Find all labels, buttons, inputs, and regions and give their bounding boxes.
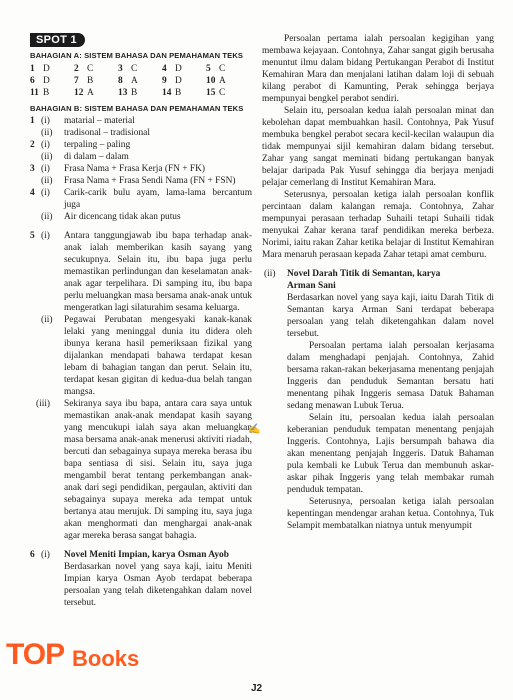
question-number: 3 — [30, 164, 35, 174]
answer-text: matarial – material — [64, 116, 135, 126]
answer-number: 2 — [74, 64, 79, 74]
answer-row — [30, 87, 250, 99]
question-1-ii: (ii) tradisonal – tradisional — [30, 127, 252, 139]
question-4-ii: (ii) Air dicencang tidak akan putus — [30, 211, 252, 223]
answer-number: 13 — [118, 88, 128, 98]
left-column — [30, 33, 252, 609]
answer-letter: C — [87, 64, 94, 74]
answer-text: Carik-carik bulu ayam, lama-lama bercantum juga — [64, 188, 252, 210]
answer-letter: C — [219, 64, 226, 74]
answer-text: Antara tanggungjawab ibu bapa terhadap anak-anak ialah memberikan kasih sayang yang secukupnya. Selain itu, ibu bapa juga perlu memastikan perlindungan dan keselamatan anak-anak agar terpelihara. Di samping itu, ibu bapa perlu meluangkan masa bersama anak-anak untuk mengeratkan lagi silaturahim sesama keluarga. — [64, 231, 252, 313]
answer-text: tradisonal – tradisional — [64, 128, 150, 138]
question-number: 4 — [30, 188, 35, 198]
answer-letter: B — [175, 88, 182, 98]
answer-letter: D — [43, 64, 50, 74]
question-2-ii: (ii) di dalam – dalam — [30, 151, 252, 163]
novel-title: Novel Meniti Impian, karya Osman Ayob — [64, 550, 229, 560]
answer-number: 8 — [118, 76, 123, 86]
answer-row — [30, 75, 250, 87]
answer-number: 9 — [162, 76, 167, 86]
paragraph: Persoalan pertama ialah persoalan kegigihan yang membawa kejayaan. Contohnya, Zahar sangat gigih berusaha menuntut ilmu dalam bidang Pertukangan Perabot di Institut Kemahiran Mara dan menjalani latihan dalam loji di sebuah kilang perabot di Kamunting, Perak sehingga berjaya mempunyai bengkel perabot sendiri. — [262, 34, 494, 104]
question-2: 2 (i) terpaling – paling — [30, 139, 252, 151]
answer-row — [30, 63, 250, 75]
answer-text: Air dicencang tidak akan putus — [64, 212, 181, 222]
section-a-title: BAHAGIAN A: SISTEM BAHASA DAN PEMAHAMAN TEKS — [30, 51, 244, 60]
page-number: J2 — [250, 683, 263, 694]
question-5: 5 (i) Antara tanggungjawab ibu bapa terhadap anak-anak ialah memberikan kasih sayang yang secukupnya. Selain itu, ibu bapa juga perlu memastikan perlindungan dan keselamatan anak-anak agar terpelihara. Di samping itu, ibu bapa perlu meluangkan masa bersama anak-anak untuk mengeratkan lagi silaturahim sesama keluarga. — [30, 231, 252, 313]
answer-letter: C — [219, 88, 226, 98]
pen-mark: ✍ — [248, 424, 261, 435]
paragraph: Seterusnya, persoalan ketiga ialah persoalan kepentingan mendengar arahan ketua. Contohnya, Tuk Selampit membatalkan niatnya untuk menyumpit — [287, 497, 494, 531]
answer-text: Pegawai Perubatan mengesyaki kanak-kanak lelaki yang meninggal dunia itu didera oleh ibunya kerana hasil pemeriksaan fizikal yang dijalankan mendapati bahawa terdapat kesan lebam di bahagian tangan dan perut. Selain itu, terdapat kesan gigitan di kedua-dua belah tangan mangsa. — [64, 315, 252, 397]
answer-text: Berdasarkan novel yang saya kaji, iaitu Meniti Impian karya Osman Ayob terdapat beberapa persoalan yang telah diketengahkan dalam novel tersebut. — [64, 562, 252, 608]
answer-letter: B — [43, 88, 50, 98]
answer-letter: B — [87, 76, 94, 86]
question-4: 4 (i) Carik-carik bulu ayam, lama-lama bercantum juga — [30, 188, 252, 210]
question-number: 2 — [30, 140, 35, 150]
answer-text: Frasa Nama + Frasa Kerja (FN + FK) — [64, 164, 206, 174]
answer-letter: B — [131, 88, 138, 98]
paragraph: Selain itu, persoalan kedua ialah persoalan minat dan kebolehan dapat membuahkan hasil. Contohnya, Pak Yusuf membuka bengkel perabot secara kecil-kecilan walaupun dia tidak mempunyai sijil kemahiran dalam bidang tersebut. Zahar yang sangat meminati bidang pertukangan banyak belajar daripada Pak Yusuf sehingga dia berjaya menjadi pelajar cemerlang di Institut Kemahiran Mara. — [262, 106, 494, 188]
paragraph: Selain itu, persoalan kedua ialah persoalan keberanian penduduk tempatan menentang penjajah Inggeris. Contohnya, Lajis bersumpah bahawa dia akan menentang penjajah Inggeris. Datuk Bahaman pula kembali ke Lubuk Terua dan membunuh askar-askar pihak Inggeris yang telah membakar rumah penduduk tempatan. — [287, 413, 494, 495]
answer-letter: D — [43, 76, 50, 86]
spot-label: SPOT 1 — [30, 33, 85, 47]
answer-letter: A — [131, 76, 138, 86]
question-6: 6 (i) Novel Meniti Impian, karya Osman Ayob Berdasarkan novel yang saya kaji, iaitu Meniti Impian karya Osman Ayob terdapat beberapa persoalan yang telah diketengahkan dalam novel tersebut. — [30, 550, 252, 608]
question-5-iii: (iii) Sekiranya saya ibu bapa, antara cara saya untuk memastikan anak-anak mendapat kasih sayang yang mencukupi ialah saya akan meluangkan masa bersama anak-anak menerusi aktiviti riadah, bercuti dan sebagainya supaya mereka berasa ibu bapa sentiasa di sisi. Selain itu, saya juga mengambil berat tentang perkembangan anak-anak dari segi pendidikan, pergaulan, aktiviti dan sebagainya supaya mereka ada tempat untuk bertanya atau merujuk. Di samping itu, saya juga akan menghormati dan menghargai anak-anak agar mereka berasa sangat bahagia. — [36, 399, 252, 541]
answer-letter: D — [175, 64, 182, 74]
answer-number: 1 — [30, 64, 35, 74]
answer-number: 6 — [30, 76, 35, 86]
answer-text: terpaling – paling — [64, 140, 131, 150]
novel-title-line-2: Arman Sani — [287, 281, 336, 291]
intro-text: Berdasarkan novel yang saya kaji, iaitu Darah Titik di Semantan karya Arman Sani terdapat beberapa persoalan yang telah diketengahkan dalam novel tersebut. — [287, 293, 494, 339]
question-3: 3 (i) Frasa Nama + Frasa Kerja (FN + FK) — [30, 163, 252, 175]
question-number: 6 — [30, 550, 35, 560]
answer-number: 7 — [74, 76, 79, 86]
answer-text: Frasa Nama + Frasa Sendi Nama (FN + FSN) — [64, 176, 236, 186]
answer-letter: D — [175, 76, 182, 86]
right-column — [262, 33, 494, 532]
answer-number: 14 — [162, 88, 172, 98]
logo-top-text: TOP — [6, 638, 65, 671]
answer-number: 3 — [118, 64, 123, 74]
answer-number: 12 — [74, 88, 84, 98]
answer-number: 5 — [206, 64, 211, 74]
answer-letter: C — [131, 64, 138, 74]
section-b-title: BAHAGIAN B: SISTEM BAHASA DAN PEMAHAMAN TEKS — [30, 104, 244, 113]
watermark-logo — [2, 636, 152, 686]
question-1: 1 (i) matarial – material — [30, 115, 252, 127]
question-6-ii: (ii) Novel Darah Titik di Semantan, karya Arman Sani Berdasarkan novel yang saya kaji, iaitu Darah Titik di Semantan karya Arman Sani terdapat beberapa persoalan yang telah diketengahkan dalam novel tersebut. — [264, 269, 494, 339]
answer-number: 4 — [162, 64, 167, 74]
answer-letter: A — [87, 88, 94, 98]
paragraph: Persoalan pertama ialah persoalan kerjasama dalam menghadapi penjajah. Contohnya, Zahid bersama rakan-rakan bekerjasama menentang penjajah Inggeris dan penduduk Semantan bersatu hati menentang pihak Inggeris semasa Datuk Bahaman sedang menawan Lubuk Terua. — [287, 341, 494, 411]
answer-number: 11 — [30, 88, 39, 98]
answer-letter: A — [219, 76, 226, 86]
question-number: 5 — [30, 231, 35, 241]
answer-text: di dalam – dalam — [64, 152, 129, 162]
question-number: 1 — [30, 116, 35, 126]
question-3-ii: (ii) Frasa Nama + Frasa Sendi Nama (FN + FSN) — [30, 175, 252, 187]
answer-number: 15 — [206, 88, 216, 98]
answer-text: Sekiranya saya ibu bapa, antara cara saya untuk memastikan anak-anak mendapat kasih sayang yang mencukupi ialah saya akan meluangkan masa bersama anak-anak menerusi aktiviti riadah, bercuti dan sebagainya supaya mereka berasa ibu bapa sentiasa di sisi. Selain itu, saya juga mengambil berat tentang perkembangan anak-anak dari segi pendidikan, pergaulan, aktiviti dan sebagainya supaya mereka ada tempat untuk bertanya atau merujuk. Di samping itu, saya juga akan menghormati dan menghargai anak-anak agar mereka berasa sangat bahagia. — [64, 399, 252, 541]
novel-title-line-1: Novel Darah Titik di Semantan, karya — [287, 269, 441, 279]
paragraph: Seterusnya, persoalan ketiga ialah persoalan konflik percintaan dalam kalangan remaja. Contohnya, Zahar mempunyai perasaan terhadap Suhaili tetapi Suhaili tidak menyukai Zahar kerana taraf pendidikan mereka berbeza. Norimi, iaitu rakan Zahar ketika belajar di Institut Kemahiran Mara menaruh perasaan kepada Zahar tetapi amat cemburu. — [262, 190, 494, 260]
answer-number: 10 — [206, 76, 216, 86]
question-5-ii: (ii) Pegawai Perubatan mengesyaki kanak-kanak lelaki yang meninggal dunia itu didera oleh ibunya kerana hasil pemeriksaan fizikal yang dijalankan mendapati bahawa terdapat kesan lebam di bahagian tangan dan perut. Selain itu, terdapat kesan gigitan di kedua-dua belah tangan mangsa. — [41, 315, 252, 397]
answer-table — [30, 63, 250, 99]
logo-books-text: Books — [72, 646, 140, 671]
